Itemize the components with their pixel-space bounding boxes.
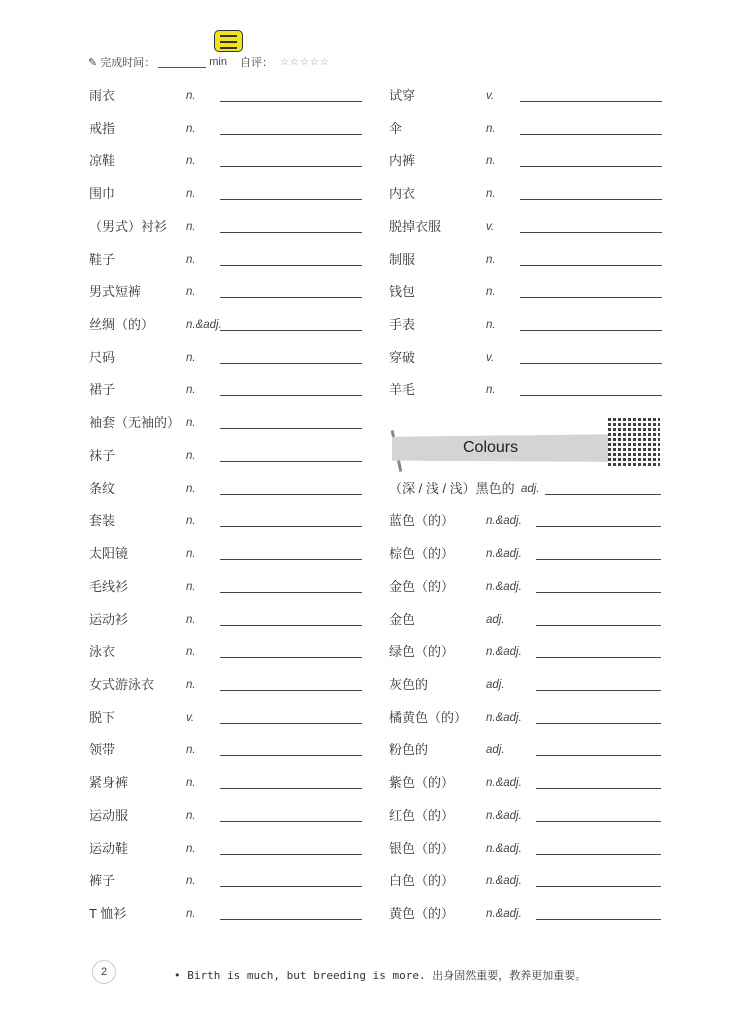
part-of-speech: n. xyxy=(486,384,496,397)
part-of-speech: v. xyxy=(486,220,495,233)
chinese-word: T 恤衫 xyxy=(89,906,127,921)
answer-line[interactable] xyxy=(536,821,661,822)
answer-line[interactable] xyxy=(536,788,661,789)
chinese-word: （男式）衬衫 xyxy=(89,218,168,234)
chinese-word: 凉鞋 xyxy=(89,153,116,169)
part-of-speech: n. xyxy=(486,253,496,266)
answer-line[interactable] xyxy=(520,134,662,135)
chinese-word: 蓝色（的） xyxy=(389,513,455,529)
part-of-speech: n. xyxy=(186,122,196,135)
chinese-word: 黄色（的） xyxy=(389,906,455,921)
answer-line[interactable] xyxy=(520,199,662,200)
qr-code[interactable] xyxy=(608,416,660,468)
part-of-speech: n. xyxy=(486,155,496,168)
part-of-speech: adj. xyxy=(486,678,505,691)
answer-line[interactable] xyxy=(220,232,362,233)
answer-line[interactable] xyxy=(520,265,662,266)
chinese-word: 钱包 xyxy=(389,284,416,300)
part-of-speech: n. xyxy=(186,842,196,855)
part-of-speech: v. xyxy=(186,711,195,724)
pencil-icon: ✎ xyxy=(88,56,98,69)
answer-line[interactable] xyxy=(220,494,362,495)
chinese-word: 戒指 xyxy=(89,120,116,136)
part-of-speech: adj. xyxy=(486,744,505,757)
chinese-word: 灰色的 xyxy=(389,676,429,692)
chinese-word: 运动衫 xyxy=(89,611,129,627)
answer-line[interactable] xyxy=(536,886,661,887)
part-of-speech: n. xyxy=(486,286,496,299)
answer-line[interactable] xyxy=(520,166,662,167)
rating-label: 自评： xyxy=(239,57,273,69)
chinese-word: 袖套（无袖的） xyxy=(89,415,181,431)
part-of-speech: adj. xyxy=(521,482,540,495)
chinese-word: 内裤 xyxy=(389,153,416,169)
answer-line[interactable] xyxy=(220,559,362,560)
answer-line[interactable] xyxy=(536,919,661,920)
time-unit: min xyxy=(209,56,227,68)
time-blank[interactable] xyxy=(158,57,206,68)
part-of-speech: n. xyxy=(186,155,196,168)
answer-line[interactable] xyxy=(220,330,362,331)
answer-line[interactable] xyxy=(545,494,661,495)
part-of-speech: n. xyxy=(186,908,196,920)
part-of-speech: n.&adj. xyxy=(486,580,522,593)
chinese-word: 手表 xyxy=(389,317,416,333)
answer-line[interactable] xyxy=(536,526,661,527)
part-of-speech: n. xyxy=(186,777,196,790)
answer-line[interactable] xyxy=(536,559,661,560)
chinese-word: 运动鞋 xyxy=(89,840,129,856)
part-of-speech: n. xyxy=(186,548,196,561)
part-of-speech: adj. xyxy=(486,613,505,626)
part-of-speech: n.&adj. xyxy=(486,515,522,528)
part-of-speech: n. xyxy=(186,449,196,462)
part-of-speech: n.&adj. xyxy=(486,809,522,822)
part-of-speech: n. xyxy=(486,122,496,135)
part-of-speech: n.&adj. xyxy=(486,842,522,855)
part-of-speech: n. xyxy=(186,253,196,266)
part-of-speech: n.&adj. xyxy=(486,548,522,561)
answer-line[interactable] xyxy=(220,134,362,135)
part-of-speech: n.&adj. xyxy=(186,319,222,332)
answer-line[interactable] xyxy=(220,625,362,626)
time-label: 完成时间： xyxy=(100,57,156,69)
part-of-speech: n. xyxy=(186,90,196,102)
chinese-word: 条纹 xyxy=(89,480,116,496)
part-of-speech: v. xyxy=(486,90,495,102)
chinese-word: 女式游泳衣 xyxy=(89,676,155,692)
footer-quote: • Birth is much, but breeding is more. 出身固然重要，教养更加重要。 xyxy=(174,969,587,982)
answer-line[interactable] xyxy=(520,297,662,298)
chinese-word: 脱掉衣服 xyxy=(389,218,442,234)
chinese-word: 太阳镜 xyxy=(89,546,129,562)
answer-line[interactable] xyxy=(520,232,662,233)
answer-line[interactable] xyxy=(536,592,661,593)
chinese-word: （深 / 浅 / 浅）黑色的 xyxy=(389,480,515,496)
chinese-word: 毛线衫 xyxy=(89,578,129,594)
answer-line[interactable] xyxy=(220,199,362,200)
chinese-word: 裙子 xyxy=(89,382,116,398)
answer-line[interactable] xyxy=(520,330,662,331)
chinese-word: 白色（的） xyxy=(389,873,455,889)
part-of-speech: n. xyxy=(186,384,196,397)
chinese-word: 粉色的 xyxy=(389,742,429,758)
part-of-speech: v. xyxy=(486,351,495,364)
part-of-speech: n. xyxy=(186,744,196,757)
header xyxy=(88,54,330,70)
chinese-word: 男式短裤 xyxy=(89,284,142,300)
part-of-speech: n. xyxy=(186,809,196,822)
answer-line[interactable] xyxy=(520,101,662,102)
part-of-speech: n. xyxy=(186,875,196,888)
answer-line[interactable] xyxy=(220,428,362,429)
chinese-word: 穿破 xyxy=(389,349,416,365)
part-of-speech: n. xyxy=(186,515,196,528)
chinese-word: 棕色（的） xyxy=(389,546,455,562)
part-of-speech: n. xyxy=(186,580,196,593)
answer-line[interactable] xyxy=(536,755,661,756)
chinese-word: 运动服 xyxy=(89,807,129,823)
chinese-word: 绿色（的） xyxy=(389,644,455,660)
chinese-word: 羊毛 xyxy=(389,382,416,398)
answer-line[interactable] xyxy=(220,363,362,364)
chinese-word: 鞋子 xyxy=(89,251,116,267)
chinese-word: 金色（的） xyxy=(389,578,455,594)
part-of-speech: n. xyxy=(186,220,196,233)
part-of-speech: n. xyxy=(186,482,196,495)
chinese-word: 紫色（的） xyxy=(389,775,455,791)
answer-line[interactable] xyxy=(220,461,362,462)
answer-line[interactable] xyxy=(220,526,362,527)
chinese-word: 雨衣 xyxy=(89,88,116,103)
answer-line[interactable] xyxy=(536,657,661,658)
part-of-speech: n.&adj. xyxy=(486,777,522,790)
part-of-speech: n. xyxy=(486,319,496,332)
answer-line[interactable] xyxy=(536,854,661,855)
chinese-word: 裤子 xyxy=(89,873,116,889)
answer-line[interactable] xyxy=(220,755,362,756)
answer-line[interactable] xyxy=(536,625,661,626)
chinese-word: 红色（的） xyxy=(389,807,455,823)
speech-bubble-icon xyxy=(214,30,243,52)
answer-line[interactable] xyxy=(220,657,362,658)
part-of-speech: n. xyxy=(186,613,196,626)
answer-line[interactable] xyxy=(220,788,362,789)
answer-line[interactable] xyxy=(520,395,662,396)
answer-line[interactable] xyxy=(520,363,662,364)
chinese-word: 橘黄色（的） xyxy=(389,709,468,725)
chinese-word: 领带 xyxy=(89,742,116,758)
answer-line[interactable] xyxy=(220,395,362,396)
chinese-word: 袜子 xyxy=(89,447,116,463)
answer-line[interactable] xyxy=(220,821,362,822)
part-of-speech: n. xyxy=(186,417,196,430)
answer-line[interactable] xyxy=(220,886,362,887)
part-of-speech: n. xyxy=(486,188,496,201)
page-number: 2 xyxy=(92,960,116,984)
chinese-word: 尺码 xyxy=(89,349,116,365)
chinese-word: 丝绸（的） xyxy=(89,317,155,333)
part-of-speech: n. xyxy=(186,646,196,659)
answer-line[interactable] xyxy=(220,919,362,920)
answer-line[interactable] xyxy=(220,592,362,593)
part-of-speech: n.&adj. xyxy=(486,908,522,920)
answer-line[interactable] xyxy=(220,297,362,298)
answer-line[interactable] xyxy=(220,166,362,167)
chinese-word: 套装 xyxy=(89,513,116,529)
answer-line[interactable] xyxy=(536,723,661,724)
chinese-word: 围巾 xyxy=(89,186,116,202)
part-of-speech: n.&adj. xyxy=(486,711,522,724)
chinese-word: 内衣 xyxy=(389,186,416,202)
chinese-word: 金色 xyxy=(389,611,416,627)
answer-line[interactable] xyxy=(536,690,661,691)
chinese-word: 脱下 xyxy=(89,709,116,725)
chinese-word: 紧身裤 xyxy=(89,775,129,791)
answer-line[interactable] xyxy=(220,723,362,724)
part-of-speech: n.&adj. xyxy=(486,646,522,659)
part-of-speech: n. xyxy=(186,678,196,691)
answer-line[interactable] xyxy=(220,690,362,691)
chinese-word: 银色（的） xyxy=(389,840,455,856)
answer-line[interactable] xyxy=(220,265,362,266)
part-of-speech: n. xyxy=(186,286,196,299)
chinese-word: 制服 xyxy=(389,251,416,267)
chinese-word: 试穿 xyxy=(389,88,416,103)
chinese-word: 泳衣 xyxy=(89,644,116,660)
colours-title: Colours xyxy=(463,439,519,456)
part-of-speech: n. xyxy=(186,188,196,201)
rating-stars[interactable]: ☆☆☆☆☆ xyxy=(279,56,330,68)
answer-line[interactable] xyxy=(220,854,362,855)
part-of-speech: n.&adj. xyxy=(486,875,522,888)
part-of-speech: n. xyxy=(186,351,196,364)
chinese-word: 伞 xyxy=(389,120,403,136)
answer-line[interactable] xyxy=(220,101,362,102)
